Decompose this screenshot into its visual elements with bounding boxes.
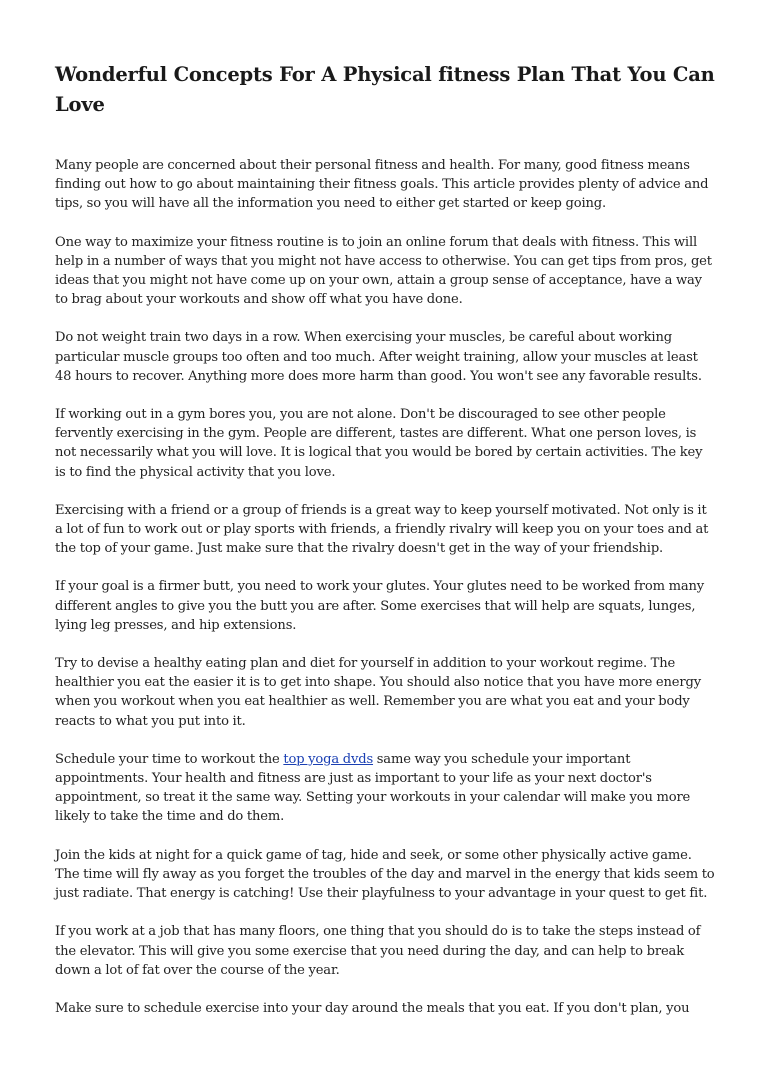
paragraph-schedule-meals: Make sure to schedule exercise into your day around the meals that you eat. If you don't plan, you — [55, 1000, 690, 1016]
paragraph-take-steps: If you work at a job that has many floors, one thing that you should do is to take the steps instead of the elevator. This will give you some exercise that you need during the day, and can help to break down a lot of fat over the course of the year. — [55, 924, 701, 978]
paragraph-glutes: If your goal is a firmer butt, you need to work your glutes. Your glutes need to be worked from many different angles to give you the butt you are after. Some exercises that will help are squats, lunges, lying leg presses, and hip extensions. — [55, 579, 705, 633]
top-yoga-dvds-link[interactable]: top yoga dvds — [283, 751, 374, 767]
schedule-text-before: Schedule your time to workout the — [55, 751, 284, 767]
paragraph-exercise-friends: Exercising with a friend or a group of friends is a great way to keep yourself motivated. Not only is it a lot of fun to work out or play sports with friends, a friendly rivalry will keep you on your toes and at the top of your game. Just make sure that the rivalry doesn't get in the way of your friendship. — [55, 502, 709, 557]
paragraph-online-forum: One way to maximize your fitness routine is to join an online forum that deals with fitness. This will help in a number of ways that you might not have access to otherwise. You can get tips from pros, get ideas that you might not have come up on your own, attain a group sense of acceptance, have a way to brag about your workouts and show off what you have done. — [55, 234, 712, 308]
paragraph-intro: Many people are concerned about their personal fitness and health. For many, good fitness means finding out how to go about maintaining their fitness goals. This article provides plenty of advice and tips, so you will have all the information you need to either get started or keep going. — [55, 158, 709, 212]
page-title: Wonderful Concepts For A Physical fitness Plan That You Can Love — [55, 63, 715, 116]
paragraph-schedule — [55, 750, 716, 827]
schedule-text-after: same way you schedule your important appointments. Your health and fitness are just as important to your life as your next doctor's appointment, so treat it the same way. Setting your workouts in your calendar will make you more likely to take the time and do them. — [55, 751, 691, 825]
paragraph-weight-training: Do not weight train two days in a row. When exercising your muscles, be careful about working particular muscle groups too often and too much. After weight training, allow your muscles at least 48 hours to recover. Anything more does more harm than good. You won't see any favorable results. — [55, 330, 702, 384]
paragraph-gym-bores: If working out in a gym bores you, you are not alone. Don't be discouraged to see other people fervently exercising in the gym. People are different, tastes are different. What one person loves, is not necessarily what you will love. It is logical that you would be bored by certain activities. The key is to find the physical activity that you love. — [55, 407, 703, 480]
paragraph-eating-plan: Try to devise a healthy eating plan and diet for yourself in addition to your workout regime. The healthier you eat the easier it is to get into shape. You should also notice that you have more energy when you workout when you eat healthier as well. Remember you are what you eat and your body reacts to what you put into it. — [55, 656, 701, 729]
paragraph-kids-games: Join the kids at night for a quick game of tag, hide and seek, or some other physically active game. The time will fly away as you forget the troubles of the day and marvel in the energy that kids seem to just radiate. That energy is catching! Use their playfulness to your advantage in your quest to get fit. — [55, 847, 715, 902]
